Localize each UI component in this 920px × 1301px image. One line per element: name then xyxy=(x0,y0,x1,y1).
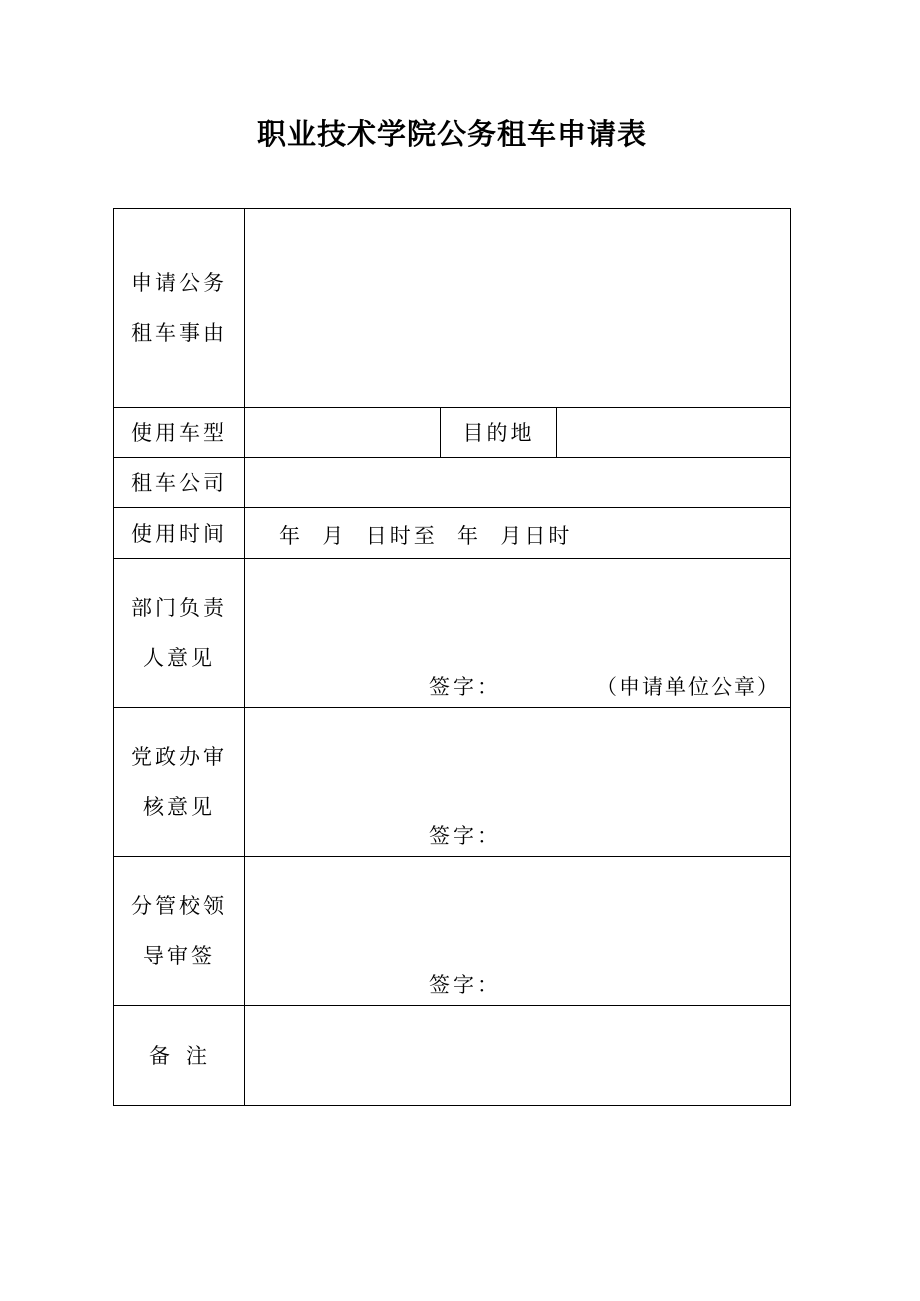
label-leader-line1: 分管校领 xyxy=(131,894,227,918)
label-office-line2: 核意见 xyxy=(143,795,215,819)
rental-company-field[interactable] xyxy=(245,458,791,508)
destination-field[interactable] xyxy=(557,408,791,458)
office-review-field[interactable] xyxy=(245,708,791,857)
label-dept-opinion xyxy=(114,559,245,708)
remarks-field[interactable] xyxy=(245,1006,791,1106)
row-remarks xyxy=(114,1006,791,1106)
leader-approval-field[interactable] xyxy=(245,857,791,1006)
label-destination: 目的地 xyxy=(441,408,557,458)
label-reason-line1: 申请公务 xyxy=(131,271,227,295)
row-vehicle xyxy=(114,408,791,458)
label-office-review xyxy=(114,708,245,857)
rental-application-form xyxy=(113,208,791,1106)
dept-seal-label: （申请单位公章） xyxy=(596,675,781,699)
dept-opinion-field[interactable] xyxy=(245,559,791,708)
row-dept-opinion xyxy=(114,559,791,708)
label-usage-time: 使用时间 xyxy=(114,508,245,559)
row-leader-approval xyxy=(114,857,791,1006)
page-title: 职业技术学院公务租车申请表 xyxy=(256,117,647,151)
office-signature-label: 签字： xyxy=(429,824,501,848)
reason-field[interactable] xyxy=(245,209,791,408)
label-dept-line2: 人意见 xyxy=(143,646,215,670)
label-remarks xyxy=(114,1006,245,1106)
dept-signature-label: 签字： xyxy=(429,675,501,699)
label-reason-line2: 租车事由 xyxy=(131,321,227,345)
usage-time-field[interactable] xyxy=(245,508,791,559)
label-vehicle-type: 使用车型 xyxy=(114,408,245,458)
label-rental-company: 租车公司 xyxy=(114,458,245,508)
row-office-review xyxy=(114,708,791,857)
row-time xyxy=(114,508,791,559)
label-office-line1: 党政办审 xyxy=(131,745,227,769)
label-leader-line2: 导审签 xyxy=(143,944,215,968)
row-reason xyxy=(114,209,791,408)
label-leader-approval xyxy=(114,857,245,1006)
usage-time-text: 年 月 日时至 年 月日时 xyxy=(279,524,573,548)
leader-signature-label: 签字： xyxy=(429,973,501,997)
label-dept-line1: 部门负责 xyxy=(131,596,227,620)
label-reason xyxy=(114,209,245,408)
label-remarks-text: 备注 xyxy=(149,1043,223,1068)
row-company xyxy=(114,458,791,508)
vehicle-type-field[interactable] xyxy=(245,408,441,458)
